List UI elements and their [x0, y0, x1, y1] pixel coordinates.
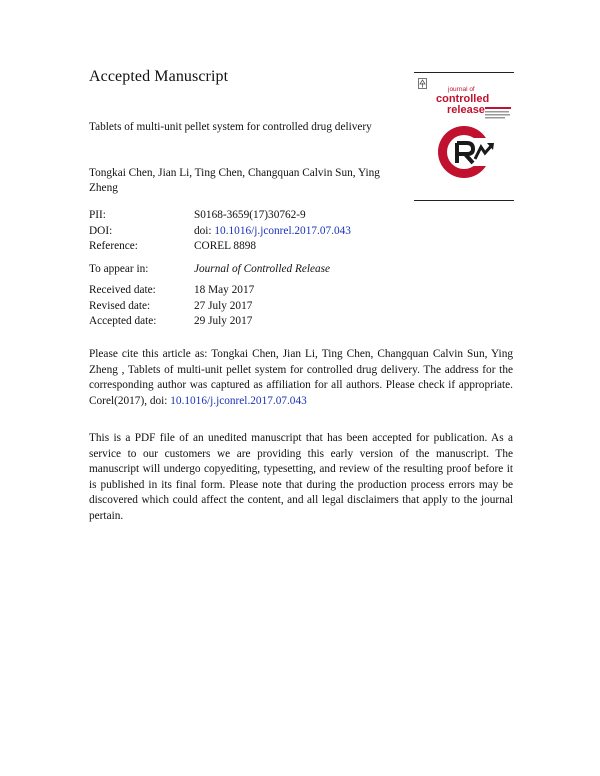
doi-value-wrap	[194, 225, 351, 237]
appear-block	[89, 263, 389, 279]
controlled-release-cr-icon	[437, 123, 495, 181]
reference-row	[89, 240, 389, 256]
doi-prefix: doi:	[194, 224, 215, 237]
journal-name: Journal of Controlled Release	[194, 263, 331, 275]
revised-value: 27 July 2017	[194, 299, 253, 312]
pii-row	[89, 209, 389, 225]
logo-bottom-rule	[414, 200, 514, 201]
received-row	[89, 284, 389, 300]
citation-text: Please cite this article as: Tongkai Chen, Jian Li, Ting Chen, Changquan Calvin Sun, Ying Zheng , Tablets of multi-unit pellet system for controlled drug delivery. The address for the corresponding author was captured as affiliation for all authors. Please check if appropriate. Corel(2017), doi:	[89, 348, 513, 407]
received-value: 18 May 2017	[194, 284, 255, 296]
reference-label: Reference:	[89, 240, 138, 252]
received-label: Received date:	[89, 284, 156, 296]
pii-value: S0168-3659(17)30762-9	[194, 209, 306, 221]
logo-top-rule	[414, 72, 514, 73]
doi-row	[89, 225, 389, 241]
doi-label: DOI:	[89, 224, 113, 237]
logo-release: release	[447, 104, 485, 116]
article-authors: Tongkai Chen, Jian Li, Ting Chen, Changquan Calvin Sun, Ying Zheng	[89, 167, 380, 194]
accepted-value: 29 July 2017	[194, 315, 253, 327]
disclaimer-paragraph: This is a PDF file of an unedited manuscript that has been accepted for publication. As a service to our customers we are providing this early version of the manuscript. The manuscript will undergo copyediting, typesetting, and review of the resulting proof before it is published in its final form. Please note that during the production process errors may be discovered which could affect the content, and all legal disclaimers that apply to the journal pertain.	[89, 432, 513, 522]
dates-block	[89, 284, 389, 331]
article-title: Tablets of multi-unit pellet system for controlled drug delivery	[89, 121, 372, 133]
citation-paragraph	[89, 347, 513, 409]
logo-fineprint-icon	[485, 106, 511, 120]
logo-controlled: controlled	[436, 93, 490, 105]
revised-label: Revised date:	[89, 299, 151, 312]
elsevier-tree-icon	[418, 78, 427, 89]
revised-row	[89, 300, 389, 316]
doi-link[interactable]: 10.1016/j.jconrel.2017.07.043	[214, 224, 351, 237]
accepted-label: Accepted date:	[89, 315, 157, 327]
appear-label: To appear in:	[89, 263, 149, 275]
appear-row	[89, 263, 389, 279]
identifiers-block	[89, 209, 389, 256]
citation-doi-link[interactable]: 10.1016/j.jconrel.2017.07.043	[170, 394, 307, 407]
accepted-row	[89, 315, 389, 331]
logo-journal-of: journal of	[448, 86, 475, 93]
page-heading: Accepted Manuscript	[89, 68, 229, 85]
reference-value: COREL 8898	[194, 240, 257, 252]
pii-label: PII:	[89, 209, 106, 221]
